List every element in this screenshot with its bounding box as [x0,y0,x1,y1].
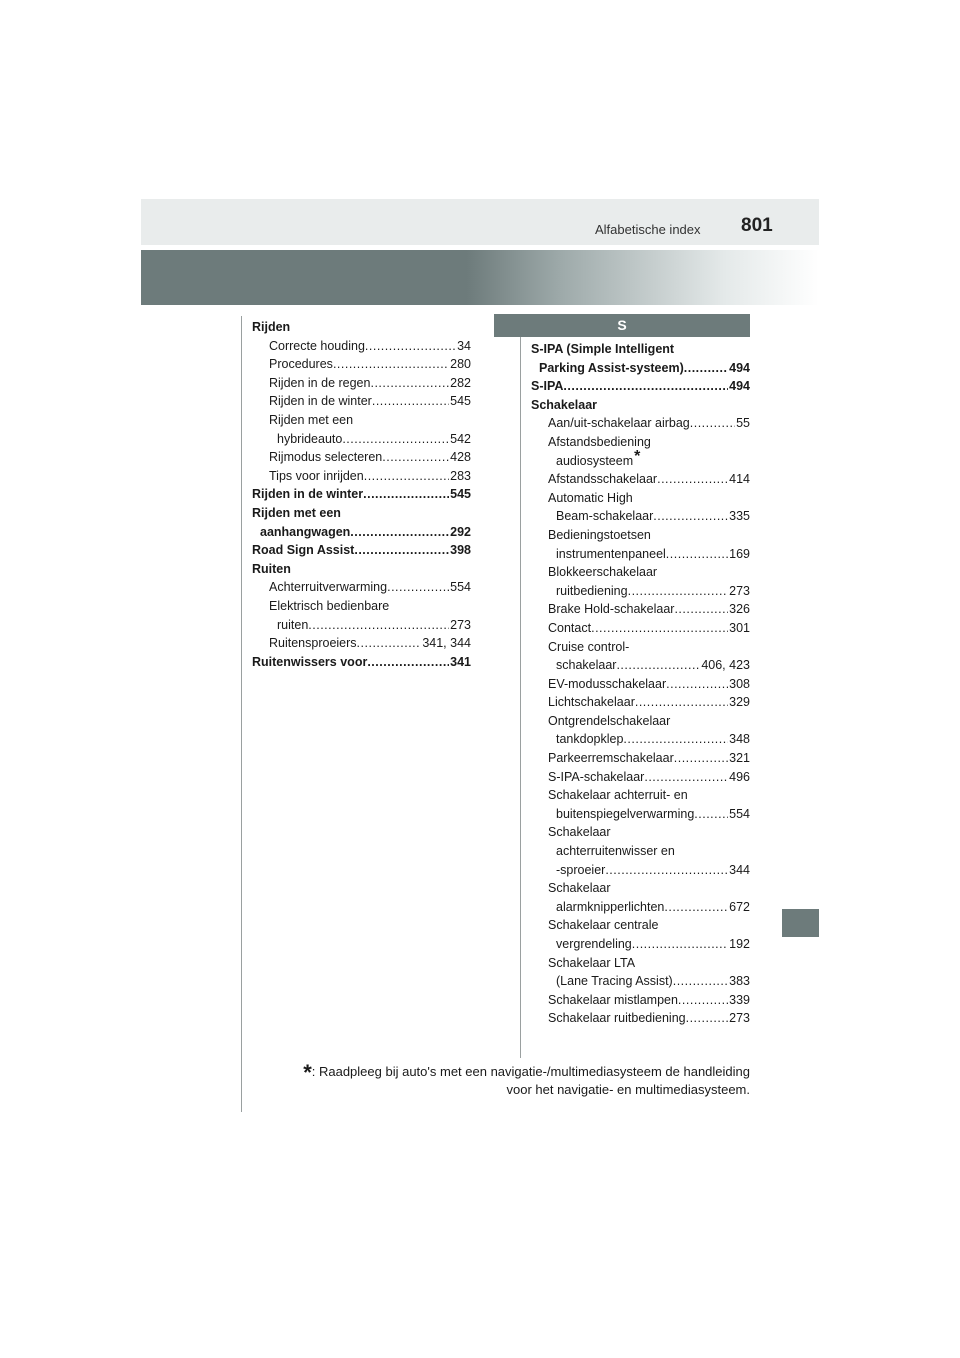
index-heading: Rijden met een [252,505,341,520]
index-entry[interactable] [531,507,750,526]
entry-text: Brake Hold-schakelaar [548,602,675,617]
index-heading: Ruiten [252,561,291,576]
page-ref[interactable]: 283 [450,468,471,483]
index-entry[interactable] [531,656,750,675]
page-ref[interactable]: 554 [729,806,750,821]
index-entry[interactable] [252,374,471,393]
page-ref[interactable]: 672 [729,899,750,914]
entry-text: Rijden in de winter [269,394,372,409]
entry-text: Schakelaar mistlampen [548,992,678,1007]
letter-heading-s: S [494,314,750,337]
page-ref[interactable]: 348 [729,732,750,747]
index-column-left [252,318,471,671]
index-entry-label: achterruitenwisser en [556,844,675,859]
index-entry-label: Automatic High [548,490,633,505]
entry-text: Correcte houding [269,338,365,353]
index-entry[interactable] [531,619,750,638]
page-ref[interactable]: 308 [729,676,750,691]
page-ref[interactable]: 545 [450,487,471,502]
page-ref[interactable]: 428 [450,450,471,465]
entry-text: Parkeerremschakelaar [548,751,674,766]
footnote-star: * [303,1060,312,1085]
page-ref[interactable]: 301 [729,620,750,635]
page-ref[interactable]: 169 [729,546,750,561]
index-entry[interactable] [531,730,750,749]
page-ref[interactable]: 273 [729,1011,750,1026]
page-ref[interactable]: 414 [729,472,750,487]
section-title: Alfabetische index [595,222,701,237]
entry-text: buitenspiegelverwarming [556,806,695,821]
index-entry[interactable] [252,337,471,356]
index-entry[interactable] [252,467,471,486]
index-entry[interactable] [531,470,750,489]
entry-text: S-IPA-schakelaar [548,769,645,784]
entry-text: Rijmodus selecteren [269,450,383,465]
entry-text: vergrendeling [556,937,632,951]
page-ref[interactable]: 329 [729,695,750,710]
index-entry-label: Schakelaar centrale [548,918,659,933]
index-entry-label: Schakelaar [548,881,611,896]
page-ref[interactable]: 321 [729,751,750,766]
page-ref[interactable]: 554 [450,580,471,595]
page-ref[interactable]: 273 [729,583,750,598]
index-entry[interactable] [252,448,471,467]
index-entry-label: Schakelaar [548,825,611,840]
page-ref[interactable]: 273 [450,617,471,632]
index-entry-label [531,447,750,471]
index-entry-label: Elektrisch bedienbare [269,598,390,613]
index-entry[interactable] [531,898,750,917]
page-ref[interactable]: 280 [450,357,471,372]
column-divider [520,336,521,1058]
page-ref[interactable]: 34 [457,338,471,353]
page-ref[interactable]: 335 [729,509,750,524]
entry-text: schakelaar [556,658,617,673]
index-entry-label: Afstandsbediening [548,434,651,449]
entry-text: hybrideauto [277,431,343,446]
index-entry[interactable] [531,359,750,378]
index-entry[interactable] [531,675,750,694]
page-ref[interactable]: 339 [729,992,750,1007]
decorative-band [141,250,819,305]
index-entry-label: Rijden met een [269,412,354,427]
index-entry[interactable] [531,545,750,564]
page-ref[interactable]: 398 [450,543,471,558]
index-entry-label: Bedieningstoetsen [548,527,651,542]
index-entry-label: Schakelaar achterruit- en [548,788,688,803]
entry-text: EV-modusschakelaar [548,676,667,691]
index-entry[interactable] [252,355,471,374]
entry-text: (Lane Tracing Assist) [556,974,673,989]
entry-text: Beam-schakelaar [556,509,654,524]
index-entry[interactable] [252,485,471,504]
page-ref[interactable]: 494 [729,360,750,375]
page-number: 801 [741,215,773,236]
index-entry-label: Ontgrendelschakelaar [548,713,671,728]
entry-text: Road Sign Assist [252,543,355,558]
page-ref[interactable]: 341 [450,654,471,669]
entry-text: Aan/uit-schakelaar airbag [548,416,690,431]
index-entry[interactable] [252,392,471,411]
footnote-text-1: : Raadpleeg bij auto's met een navigatie-/multimediasysteem de handleiding [311,1064,750,1079]
index-entry[interactable] [531,582,750,601]
entry-text: Ruitensproeiers [269,636,357,651]
entry-text: alarmknipperlichten [556,899,665,914]
page-ref[interactable]: 282 [450,375,471,390]
index-entry[interactable] [531,805,750,824]
index-entry[interactable] [531,749,750,768]
entry-text: Tips voor inrijden [269,468,364,483]
index-entry[interactable] [252,430,471,449]
entry-text: Rijden in de regen [269,375,371,390]
entry-text: Afstandsschakelaar [548,472,658,487]
footnote [276,1060,750,1099]
header-band [141,199,819,245]
page-ref[interactable]: 496 [729,769,750,784]
index-heading: Rijden [252,320,291,334]
entry-text: Contact [548,620,592,635]
entry-text: Parking Assist-systeem) [539,360,684,375]
chapter-tab [782,909,819,937]
entry-text: Rijden in de winter [252,487,364,502]
entry-text: Lichtschakelaar [548,695,635,710]
index-entry[interactable] [252,634,471,653]
index-heading: Schakelaar [531,397,598,412]
index-entry[interactable] [252,616,471,635]
page-ref[interactable]: 383 [729,974,750,989]
page-ref[interactable]: 494 [729,379,750,394]
footnote-marker: * [634,447,641,465]
entry-text: instrumentenpaneel [556,546,666,561]
index-entry[interactable] [531,935,750,954]
page-ref[interactable]: 406, 423 [701,658,750,673]
footnote-line-2: voor het navigatie- en multimediasysteem. [506,1082,750,1097]
left-margin-rule [241,316,242,1112]
page-ref[interactable]: 326 [729,602,750,617]
index-entry[interactable] [531,600,750,619]
index-entry-label: Blokkeerschakelaar [548,565,658,580]
entry-text: tankdopklep [556,732,624,747]
index-entry[interactable] [252,523,471,542]
entry-text: S-IPA [531,379,564,394]
entry-text: Procedures [269,357,333,372]
index-entry[interactable] [252,541,471,560]
index-entry-label: Cruise control- [548,639,630,654]
index-entry[interactable] [531,768,750,787]
index-entry[interactable] [531,991,750,1010]
entry-text: aanhangwagen [260,524,351,539]
index-entry[interactable] [531,972,750,991]
entry-text: -sproeier [556,862,606,877]
footnote-line-1 [276,1060,750,1085]
index-heading: S-IPA (Simple Intelligent [531,342,675,356]
index-entry[interactable] [531,377,750,396]
index-entry[interactable] [531,693,750,712]
entry-text: ruiten [277,617,309,632]
page-ref[interactable]: 545 [450,394,471,409]
entry-text: Achterruitverwarming [269,580,388,595]
entry-text: audiosysteem [556,453,634,468]
index-entry-label: Schakelaar LTA [548,955,636,970]
index-column-right [531,340,750,1028]
entry-text: Schakelaar ruitbediening [548,1011,686,1026]
entry-text: ruitbediening [556,583,628,598]
page-ref[interactable]: 292 [450,524,471,539]
index-entry[interactable] [531,861,750,880]
index-entry[interactable] [252,653,471,672]
page-ref[interactable]: 542 [450,431,471,446]
index-entry[interactable] [531,1009,750,1028]
page-ref[interactable]: 344 [729,862,750,877]
index-entry[interactable] [531,414,750,433]
index-entry[interactable] [252,578,471,597]
page-ref[interactable]: 192 [729,937,750,951]
page-ref[interactable]: 341, 344 [422,636,471,651]
entry-text: Ruitenwissers voor [252,654,368,669]
page-ref[interactable]: 55 [736,416,750,431]
